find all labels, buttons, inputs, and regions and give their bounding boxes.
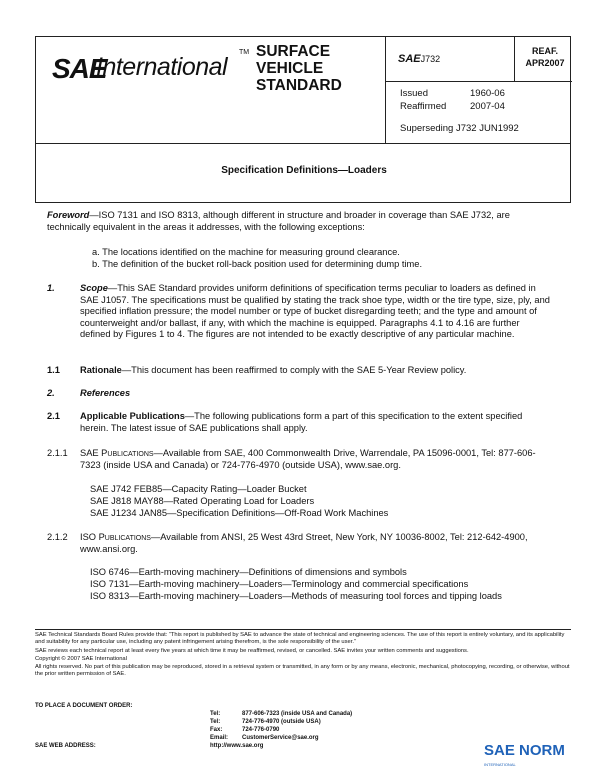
iso-reference-2: ISO 7131—Earth-moving machinery—Loaders—Terminology and commercial specifications [90, 579, 469, 589]
sae-reference-1: SAE J742 FEB85—Capacity Rating—Loader Bucket [90, 484, 307, 494]
iso-publications-number: 2.1.2 [47, 532, 68, 542]
references-label: References [80, 388, 131, 398]
iso-reference-1: ISO 6746—Earth-moving machinery—Definitions of dimensions and symbols [90, 567, 407, 577]
scope-section [47, 283, 552, 341]
rationale-number: 1.1 [47, 365, 60, 375]
web-address-label: SAE WEB ADDRESS: [35, 743, 96, 749]
applicable-publications-section [47, 411, 552, 434]
code-prefix: SAE [398, 53, 421, 65]
applicable-number: 2.1 [47, 411, 60, 421]
sae-reference-2: SAE J818 MAY88—Rated Operating Load for Loaders [90, 496, 315, 506]
contact-label-1: Tel: [210, 711, 221, 717]
issue-info [400, 87, 505, 113]
reaffirmation-badge [520, 45, 570, 69]
sae-publications-section [47, 448, 552, 471]
rationale-text: —This document has been reaffirmed to comply with the SAE 5-Year Review policy. [121, 365, 467, 375]
references-number: 2. [47, 388, 55, 398]
footer-rules-text: SAE Technical Standards Board Rules provide that: “This report is published by SAE to advance the state of technical and engineering sciences. The use of this report is entirely voluntary, and its applicability and suitability for any particular use, including any patent infringement arising therefrom, is the sole responsibility of the user.” [35, 632, 565, 646]
contact-value-3: 724-776-0790 [242, 727, 280, 733]
foreword-exception-b: b. The definition of the bucket roll-back position used for determining dump time. [92, 259, 423, 269]
applicable-label: Applicable Publications [80, 411, 185, 421]
foreword-exception-a: a. The locations identified on the machine for measuring ground clearance. [92, 247, 400, 257]
document-title: Specification Definitions—Loaders [221, 165, 387, 176]
contact-email-link[interactable]: CustomerService@sae.org [242, 735, 319, 741]
reaf-date: APR2007 [525, 58, 565, 68]
logo-sae-text: SAE [52, 53, 107, 84]
issued-label: Issued [400, 88, 428, 99]
contact-label-3: Fax: [210, 727, 223, 733]
sae-norm-subtitle: INTERNATIONAL [484, 762, 516, 767]
issued-value: 1960-06 [470, 88, 505, 99]
title-line-1: SURFACE [256, 43, 331, 60]
foreword-paragraph [47, 210, 552, 233]
contact-value-1: 877-606-7323 (inside USA and Canada) [242, 711, 353, 717]
reaffirmed-label: Reaffirmed [400, 101, 447, 112]
foreword-label: Foreword [47, 210, 90, 220]
document-code [398, 53, 440, 65]
contact-value-2: 724-776-4970 (outside USA) [242, 719, 321, 725]
rationale-section [47, 365, 552, 377]
rationale-label: Rationale [80, 365, 122, 375]
header-divider-vertical-2 [514, 37, 515, 81]
reaf-label: REAF. [531, 46, 558, 56]
header-divider-vertical [385, 37, 386, 144]
iso-reference-3: ISO 8313—Earth-moving machinery—Loaders—Methods of measuring tool forces and tipping loads [90, 591, 502, 601]
title-box [35, 143, 571, 203]
footer-copyright: Copyright © 2007 SAE International [35, 656, 127, 663]
document-header [35, 36, 571, 144]
logo-trademark: TM [239, 49, 250, 56]
applicable-text: —The following publications form a part of this specification to the extent specified herein. The latest issue of SAE publications shall apply. [80, 411, 523, 433]
sae-publications-number: 2.1.1 [47, 448, 68, 458]
footer-divider [35, 629, 571, 630]
header-divider-horizontal [385, 81, 572, 82]
order-label: TO PLACE A DOCUMENT ORDER: [35, 703, 133, 709]
sae-reference-3: SAE J1234 JAN85—Specification Definitions—Off-Road Work Machines [90, 508, 389, 518]
title-line-2: VEHICLE [256, 60, 324, 77]
scope-text: —This SAE Standard provides uniform definitions of specification terms peculiar to loaders as defined in SAE J1057. The specifications must be qualified by stating the track shoe type, width or the tire type, size, ply, and specified inflation pressure; the model number or type of bucket disregarding teeth; and the type and amount of counterweight and/or ballast, if any, with which the machine is equipped. Paragraphs 4.1 to 4.16 are further defined by Figures 1 to 4. The figures are not intended to be exactly descriptive of any particular machine. [80, 283, 550, 339]
reaffirmed-value: 2007-04 [470, 101, 505, 112]
superseding-info: Superseding J732 JUN1992 [400, 123, 519, 134]
title-line-3: STANDARD [256, 77, 342, 94]
sae-norm-watermark: SAE NORM [484, 742, 565, 759]
footer-rights-text: All rights reserved. No part of this publication may be reproduced, stored in a retrieval system or transmitted, in any form or by any means, electronic, mechanical, photocopying, recording, or otherwise, without the prior written permission of SAE. [35, 663, 570, 678]
sae-publications-label: SAE Publications [80, 448, 154, 458]
references-heading [47, 388, 552, 400]
iso-publications-text: —Available from ANSI, 25 West 43rd Street, New York, NY 10036-8002, Tel: 212-642-4900, www.ansi.org. [80, 532, 528, 554]
iso-publications-label: ISO Publications [80, 532, 151, 542]
foreword-text: —ISO 7131 and ISO 8313, although different in structure and broader in coverage than SAE J732, are technically equivalent in the areas it addresses, with the following exceptions: [47, 210, 510, 232]
web-address-link[interactable]: http://www.sae.org [210, 743, 264, 749]
code-number: J732 [420, 54, 441, 64]
contact-label-2: Tel: [210, 719, 221, 725]
footer-review-text: SAE reviews each technical report at least every five years at which time it may be reaffirmed, revised, or cancelled. SAE invites your written comments and suggestions. [35, 647, 469, 654]
logo-international-text: International [96, 53, 228, 81]
contact-label-4: Email: [210, 735, 229, 741]
standard-type-title [256, 43, 376, 94]
scope-label: Scope [80, 283, 108, 293]
iso-publications-section [47, 532, 552, 555]
sae-publications-text: —Available from SAE, 400 Commonwealth Drive, Warrendale, PA 15096-0001, Tel: 877-606-7323 (inside USA and Canada) or 724-776-4970 (outside USA), www.sae.org. [80, 448, 536, 470]
scope-number: 1. [47, 283, 55, 293]
footer-notices [35, 632, 571, 678]
